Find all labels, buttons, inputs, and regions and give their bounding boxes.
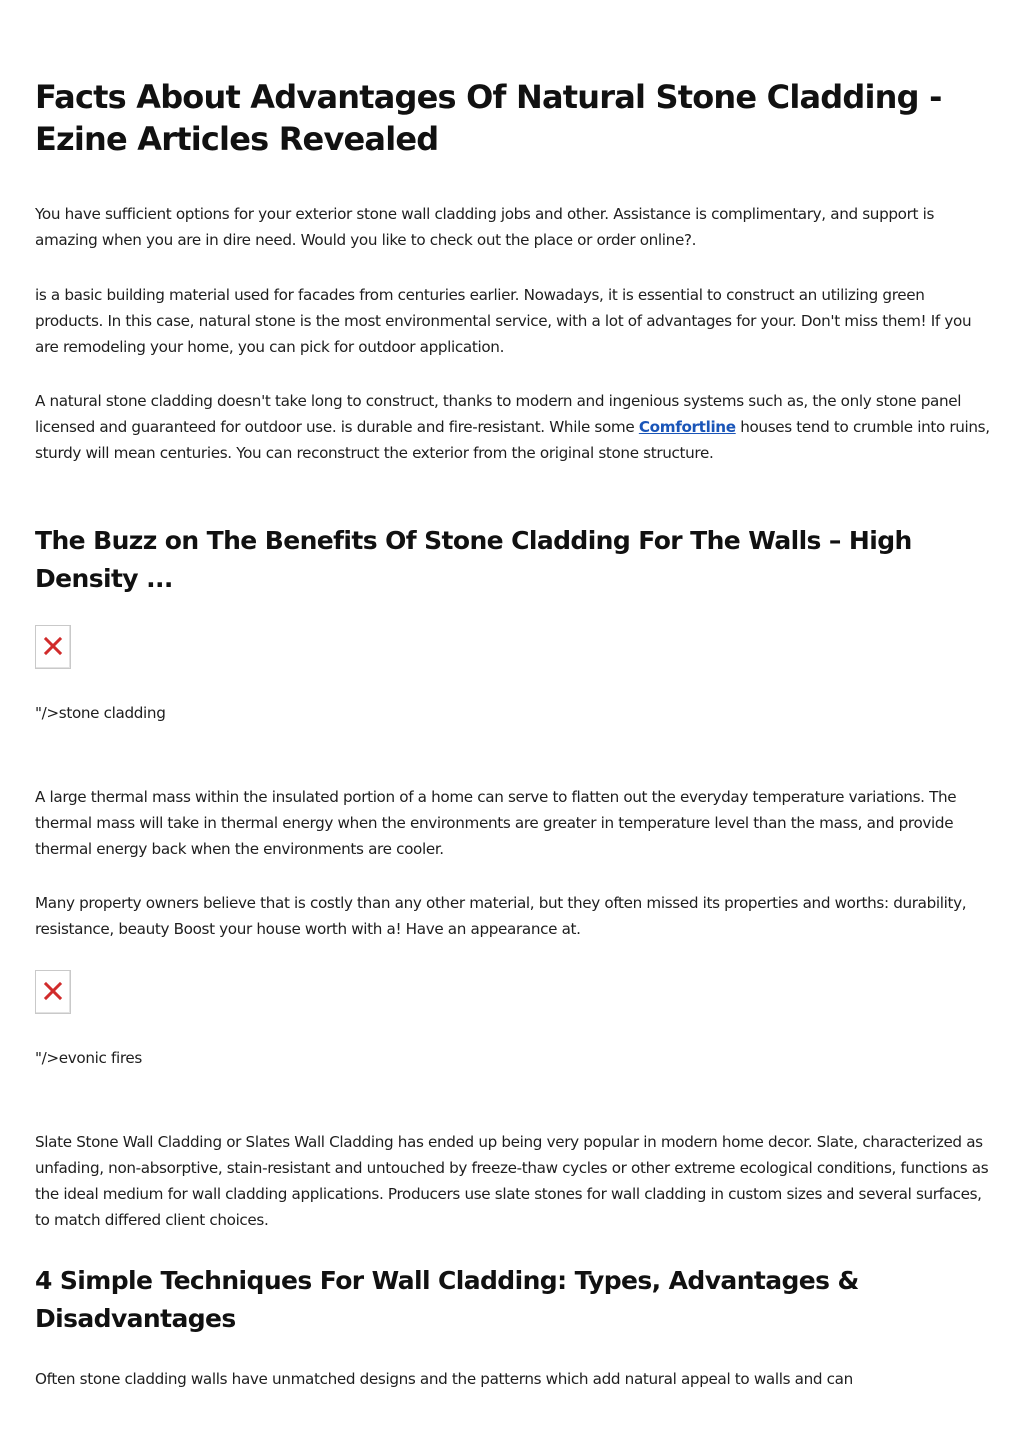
broken-image-icon <box>43 636 63 656</box>
paragraph-stone-cladding-walls: Often stone cladding walls have unmatched designs and the patterns which add natural appeal to walls and can <box>35 1370 853 1388</box>
comfortline-link[interactable]: Comfortline <box>638 418 736 436</box>
intro-paragraph: You have sufficient options for your exterior stone wall cladding jobs and other. Assistance is complimentary, and support is amazing when you are in dire need. Would you like to check out the place or order online?. <box>35 205 935 249</box>
image-alt-text: "/>stone cladding <box>35 704 166 722</box>
section-heading-buzz: The Buzz on The Benefits Of Stone Cladding For The Walls – High Density ... <box>35 526 912 593</box>
paragraph-thermal-mass: A large thermal mass within the insulated portion of a home can serve to flatten out the everyday temperature variations. The thermal mass will take in thermal energy when the environments are greater in temperature level than the mass, and provide thermal energy back when the environments are cooler. <box>35 788 957 858</box>
paragraph-text-after-link: houses tend to crumble into ruins, sturdy will mean centuries. You can reconstruct the exterior from the original stone structure. <box>35 418 990 462</box>
broken-image-icon <box>43 981 63 1001</box>
broken-image-evonic-fires <box>35 970 71 1014</box>
paragraph-construction <box>35 388 995 466</box>
section-heading-techniques: 4 Simple Techniques For Wall Cladding: Types, Advantages & Disadvantages <box>35 1266 859 1333</box>
paragraph-slate-stone: Slate Stone Wall Cladding or Slates Wall Cladding has ended up being very popular in modern home decor. Slate, characterized as unfading, non-absorptive, stain-resistant and untouched by freeze-thaw cycles or other extreme ecological conditions, functions as the ideal medium for wall cladding applications. Producers use slate stones for wall cladding in custom sizes and several surfaces, to match differed client choices. <box>35 1133 989 1229</box>
paragraph-building-material: is a basic building material used for facades from centuries earlier. Nowadays, it is essential to construct an utilizing green products. In this case, natural stone is the most environmental service, with a lot of advantages for your. Don't miss them! If you are remodeling your home, you can pick for outdoor application. <box>35 286 972 356</box>
page-title: Facts About Advantages Of Natural Stone Cladding - Ezine Articles Revealed <box>35 78 942 158</box>
paragraph-text-before-link: A natural stone cladding doesn't take long to construct, thanks to modern and ingenious systems such as, the only stone panel licensed and guaranteed for outdoor use. is durable and fire-resistant. While some <box>35 392 962 436</box>
broken-image-stone-cladding <box>35 625 71 669</box>
paragraph-property-owners: Many property owners believe that is costly than any other material, but they often missed its properties and worths: durability, resistance, beauty Boost your house worth with a! Have an appearance at. <box>35 894 967 938</box>
image-alt-text: "/>evonic fires <box>35 1049 142 1067</box>
